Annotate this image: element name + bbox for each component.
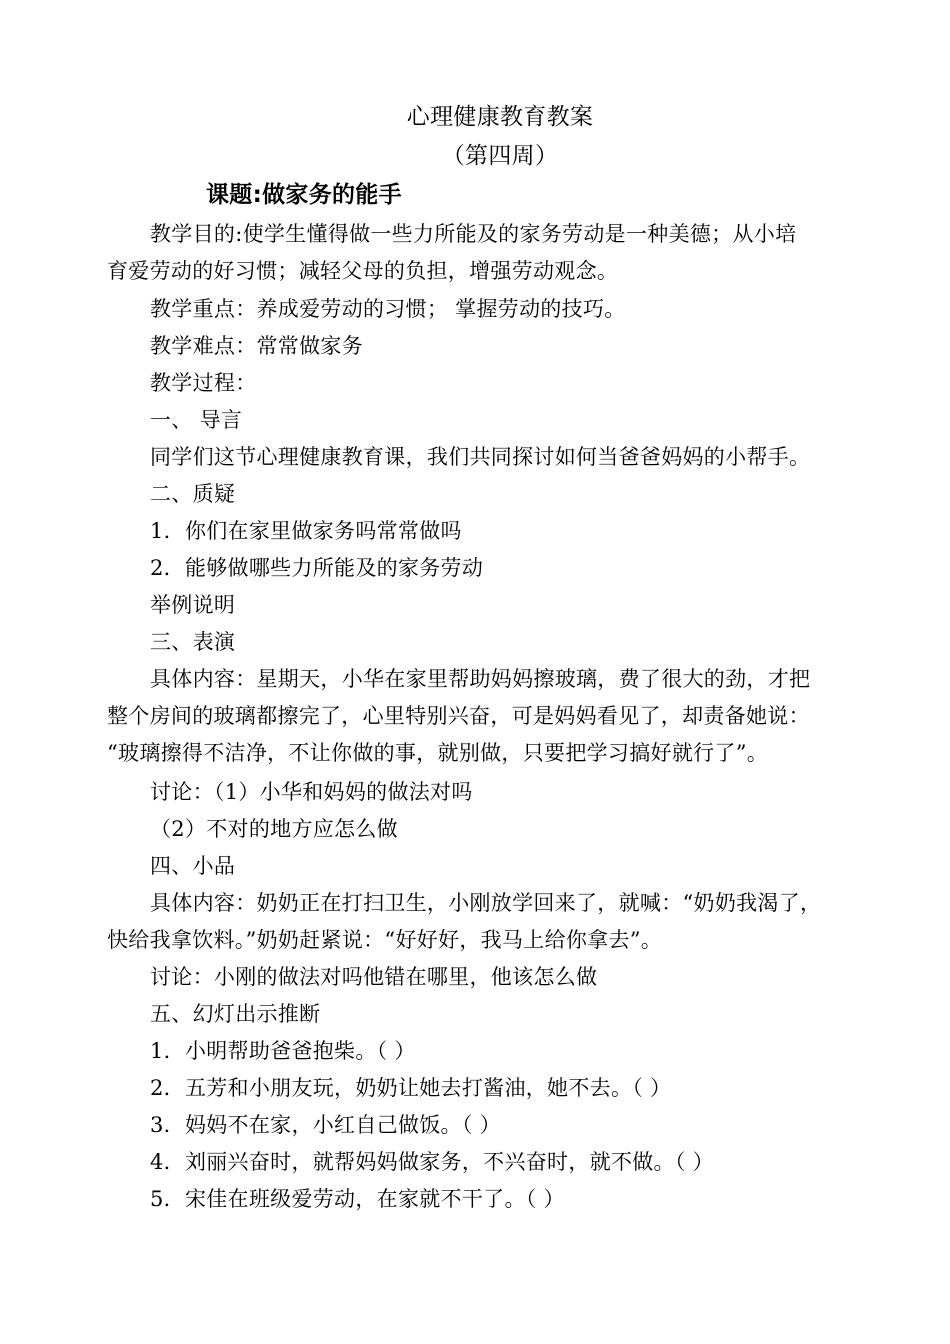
question-1: 1．你们在家里做家务吗常常做吗 [150,519,462,543]
section-5-heading: 五、幻灯出示推断 [150,1002,321,1026]
example-note: 举例说明 [150,593,236,617]
judgement-3: 3．妈妈不在家，小红自己做饭。（ ） [150,1113,501,1137]
section-1-heading: 一、 导言 [150,408,243,432]
performance-line-1: 具体内容：星期天，小华在家里帮助妈妈擦玻璃，费了很大的劲，才把 [150,667,811,691]
discussion-1: 讨论：（1）小华和妈妈的做法对吗 [150,780,473,804]
document-title: 心理健康教育教案 [406,104,594,130]
judgement-5: 5．宋佳在班级爱劳动，在家就不干了。（ ） [150,1187,565,1211]
section-2-heading: 二、质疑 [150,482,236,506]
week-label: （第四周） [441,143,559,169]
judgement-4: 4．刘丽兴奋时，就帮妈妈做家务，不兴奋时，就不做。（ ） [150,1150,714,1174]
section-3-heading: 三、表演 [150,630,236,654]
goal-line-1: 教学目的:使学生懂得做一些力所能及的家务劳动是一种美德；从小培 [150,222,797,246]
intro-text: 同学们这节心理健康教育课，我们共同探讨如何当爸爸妈妈的小帮手。 [150,445,811,469]
key-point: 教学重点：养成爱劳动的习惯； 掌握劳动的技巧。 [150,297,626,321]
section-4-heading: 四、小品 [150,854,236,878]
discussion-2: （2）不对的地方应怎么做 [150,817,398,841]
performance-line-3: “玻璃擦得不洁净，不让你做的事，就别做，只要把学习搞好就行了”。 [107,741,769,765]
lesson-topic: 课题:做家务的能手 [206,182,402,208]
performance-line-2: 整个房间的玻璃都擦完了，心里特别兴奋，可是妈妈看见了，却责备她说： [107,704,810,728]
skit-line-2: 快给我拿饮料。”奶奶赶紧说：“好好好，我马上给你拿去”。 [107,928,663,952]
skit-line-1: 具体内容：奶奶正在打扫卫生，小刚放学回来了，就喊：“奶奶我渴了， [150,891,822,915]
goal-line-2: 育爱劳动的好习惯；减轻父母的负担，增强劳动观念。 [107,259,619,283]
judgement-1: 1．小明帮助爸爸抱柴。（ ） [150,1039,416,1063]
skit-discussion: 讨论：小刚的做法对吗他错在哪里，他该怎么做 [150,965,598,989]
judgement-2: 2．五芳和小朋友玩，奶奶让她去打酱油，她不去。（ ） [150,1076,672,1100]
question-2: 2．能够做哪些力所能及的家务劳动 [150,556,484,580]
difficulty: 教学难点：常常做家务 [150,334,363,358]
process-heading: 教学过程： [150,371,257,395]
